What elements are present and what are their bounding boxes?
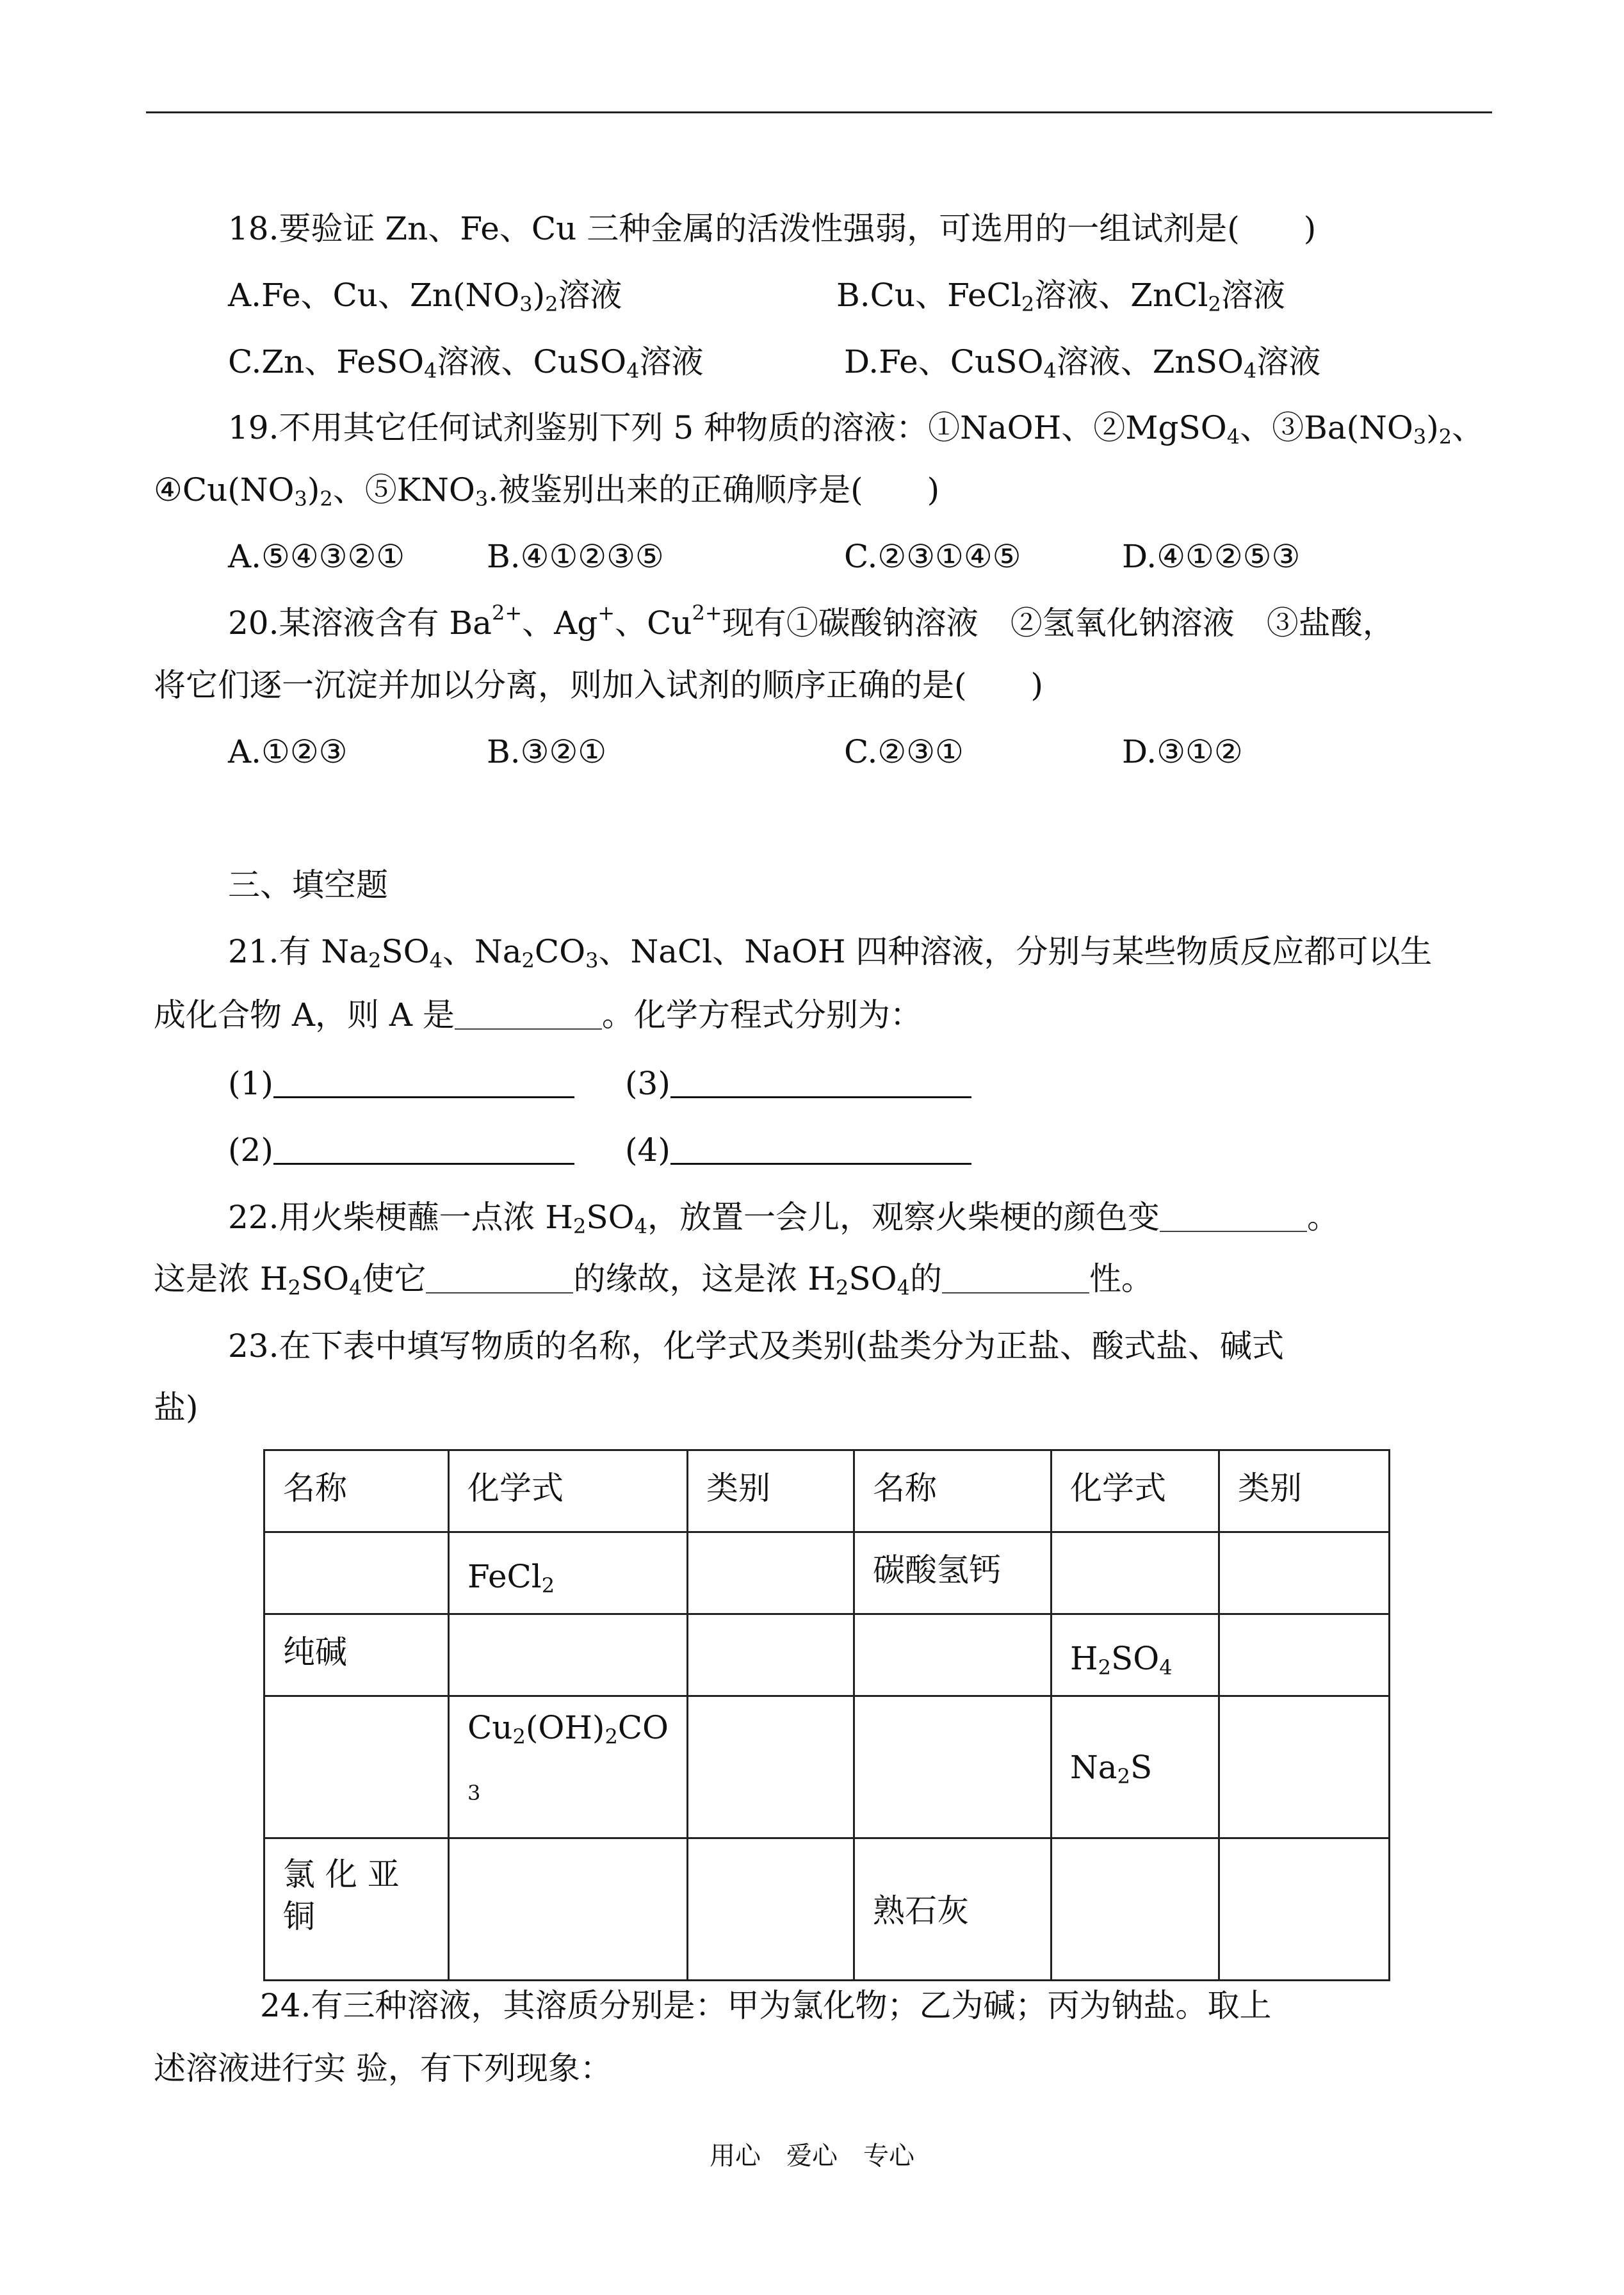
- table-row: [264, 1696, 1390, 1838]
- q22-stem-line2: 这是浓 $H_2SO_4$使它 的缘故，这是浓 $H_2SO_4$的 性。: [154, 1260, 1153, 1300]
- table-cell-empty[interactable]: [449, 1838, 688, 1981]
- table-header-cell: 化学式: [449, 1450, 688, 1532]
- q20-option-b: B.③②①: [487, 733, 607, 770]
- table-header-cell: 类别: [688, 1450, 854, 1532]
- q21-stem-line1: 21.有 $Na_2SO_4$、$Na_2CO_3$、NaCl、NaOH 四种溶液，分别与某些物质反应都可以生: [228, 933, 1433, 973]
- table-cell-empty[interactable]: [688, 1614, 854, 1696]
- table-cell-formula: $Cu_2(OH)_2CO$ 3: [449, 1696, 688, 1838]
- table-cell-empty[interactable]: [264, 1532, 449, 1614]
- q21-blank-3[interactable]: [670, 1067, 971, 1098]
- table-cell-name: 纯碱: [264, 1614, 449, 1696]
- q22-blank-color[interactable]: [1160, 1201, 1307, 1232]
- q19-option-b: B.④①②③⑤: [487, 538, 664, 575]
- q21-blank-2[interactable]: [273, 1133, 574, 1165]
- table-cell-name: 碳酸氢钙: [854, 1532, 1052, 1614]
- q24-stem-line1: 24.有三种溶液，其溶质分别是：甲为氯化物；乙为碱；丙为钠盐。取上: [260, 1987, 1272, 2024]
- q20-option-a: A.①②③: [228, 733, 348, 770]
- table-cell-empty[interactable]: [1219, 1614, 1390, 1696]
- table-cell-formula: $Na_2S$: [1052, 1696, 1219, 1838]
- table-cell-empty[interactable]: [264, 1696, 449, 1838]
- q23-stem-line2: 盐): [154, 1389, 199, 1426]
- table-cell-empty[interactable]: [1219, 1532, 1390, 1614]
- page-footer: 用心 爱心 专心: [710, 2141, 914, 2171]
- table-cell-name: 氯 化 亚 铜: [264, 1838, 449, 1981]
- q20-stem-line2: 将它们逐一沉淀并加以分离，则加入试剂的顺序正确的是( ): [154, 667, 1044, 704]
- q21-equation-1: (1): [228, 1064, 574, 1103]
- section-title: 三、填空题: [228, 866, 388, 904]
- q20-stem-line1: 20.某溶液含有 $Ba^{2+}$、Ag+、$Cu^{2+}$现有①碳酸钠溶液 ②氢氧化钠溶液 ③盐酸，: [228, 601, 1395, 642]
- table-cell-empty[interactable]: [1219, 1696, 1390, 1838]
- table-cell-empty[interactable]: [449, 1614, 688, 1696]
- table-cell-empty[interactable]: [688, 1532, 854, 1614]
- q19-option-a: A.⑤④③②①: [228, 538, 405, 575]
- q23-stem-line1: 23.在下表中填写物质的名称，化学式及类别(盐类分为正盐、酸式盐、碱式: [228, 1327, 1285, 1365]
- q21-equation-3: (3): [625, 1064, 971, 1103]
- q21-blank-4[interactable]: [670, 1133, 971, 1165]
- q18-stem: 18.要验证 Zn、Fe、Cu 三种金属的活泼性强弱，可选用的一组试剂是( ): [228, 210, 1317, 247]
- substance-table: [263, 1449, 1390, 1981]
- table-cell-empty[interactable]: [1052, 1838, 1219, 1981]
- q21-answer-blank[interactable]: [455, 999, 602, 1030]
- q18-option-b: B.Cu、FeCl$_2$溶液、ZnCl$_2$溶液: [836, 277, 1285, 316]
- q18-option-d: D.Fe、CuSO$_4$溶液、ZnSO$_4$溶液: [844, 343, 1321, 383]
- table-cell-empty[interactable]: [854, 1696, 1052, 1838]
- q19-stem-line1: 19.不用其它任何试剂鉴别下列 5 种物质的溶液：①NaOH、②MgSO$_4$、$③Ba(NO_3)_2$、: [228, 409, 1484, 449]
- q22-blank-property[interactable]: [942, 1263, 1089, 1293]
- q21-equation-4: (4): [625, 1131, 971, 1169]
- q21-blank-1[interactable]: [273, 1067, 574, 1098]
- q21-stem-line2: 成化合物 A，则 A 是 。化学方程式分别为：: [154, 996, 922, 1034]
- q19-option-c: C.②③①④⑤: [844, 538, 1021, 575]
- table-header-row: [264, 1450, 1390, 1532]
- q21-equation-2: (2): [228, 1131, 574, 1169]
- table-cell-formula: FeCl$_2$: [449, 1532, 688, 1614]
- table-cell-empty[interactable]: [1052, 1532, 1219, 1614]
- q19-option-d: D.④①②⑤③: [1122, 538, 1301, 575]
- q24-stem-line2: 述溶液进行实 验，有下列现象：: [154, 2050, 612, 2087]
- q19-stem-line2: $④Cu(NO_3)_2$、$⑤KNO_3$.被鉴别出来的正确顺序是( ): [154, 471, 940, 511]
- table-cell-empty[interactable]: [688, 1838, 854, 1981]
- table-header-cell: 名称: [264, 1450, 449, 1532]
- table-row: [264, 1532, 1390, 1614]
- table-row: [264, 1838, 1390, 1981]
- q20-option-d: D.③①②: [1122, 733, 1243, 770]
- q22-blank-cause[interactable]: [426, 1263, 573, 1293]
- table-header-cell: 类别: [1219, 1450, 1390, 1532]
- table-cell-name: 熟石灰: [854, 1838, 1052, 1981]
- q20-option-c: C.②③①: [844, 733, 964, 770]
- table-header-cell: 化学式: [1052, 1450, 1219, 1532]
- table-row: [264, 1614, 1390, 1696]
- table-cell-empty[interactable]: [688, 1696, 854, 1838]
- q22-stem-line1: 22.用火柴梗蘸一点浓 $H_2SO_4$，放置一会儿，观察火柴梗的颜色变 。: [228, 1199, 1339, 1238]
- table-header-cell: 名称: [854, 1450, 1052, 1532]
- table-cell-formula: $H_2SO_4$: [1052, 1614, 1219, 1696]
- table-cell-empty[interactable]: [854, 1614, 1052, 1696]
- q18-option-c: C.Zn、FeSO$_4$溶液、CuSO$_4$溶液: [228, 343, 704, 383]
- q18-option-a: A.Fe、Cu、$Zn(NO_3)_2$溶液: [228, 277, 622, 316]
- header-rule: [146, 111, 1492, 113]
- table-cell-empty[interactable]: [1219, 1838, 1390, 1981]
